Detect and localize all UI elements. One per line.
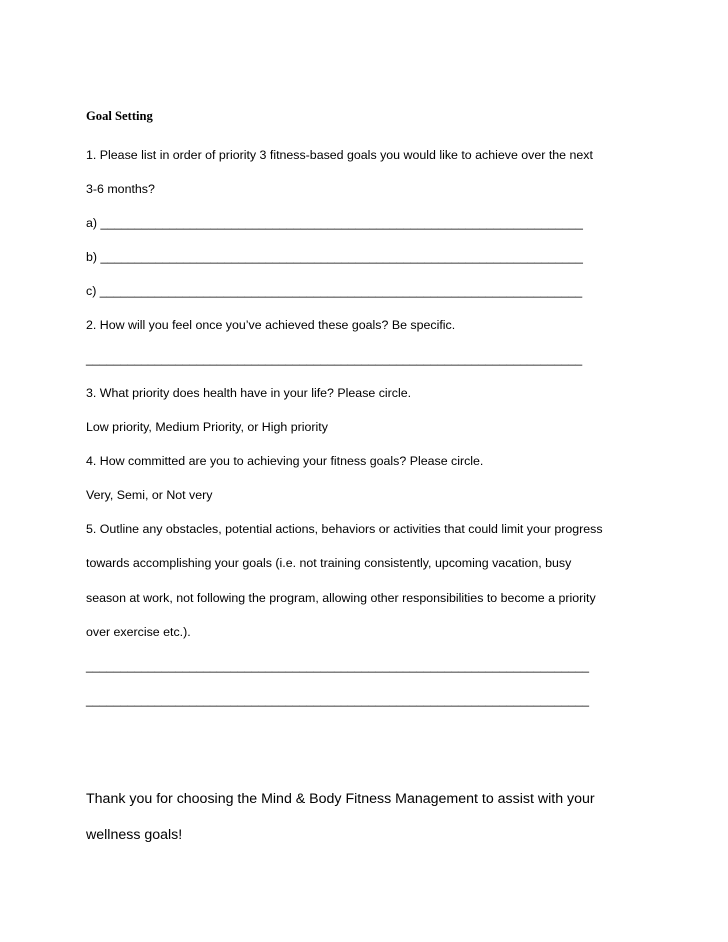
question-1-text-continued: 3-6 months? (86, 182, 155, 196)
question-4-options: Very, Semi, or Not very (86, 488, 213, 502)
answer-line-c: c) ______________________________________________________________________ (86, 284, 583, 298)
section-heading: Goal Setting (86, 109, 153, 123)
answer-line-q2: ________________________________________________________________________ (86, 352, 583, 366)
closing-text: Thank you for choosing the Mind & Body Fitness Management to assist with your (86, 791, 595, 807)
question-4-text: 4. How committed are you to achieving your fitness goals? Please circle. (86, 454, 484, 468)
answer-line-b: b) ______________________________________________________________________ (86, 250, 583, 264)
question-5-text-continued-1: towards accomplishing your goals (i.e. not training consistently, upcoming vacation, busy (86, 556, 572, 570)
question-3-options: Low priority, Medium Priority, or High priority (86, 420, 328, 434)
question-5-text-continued-3: over exercise etc.). (86, 625, 191, 639)
answer-line-q5-1: _________________________________________________________________________ (86, 659, 590, 673)
closing-text-continued: wellness goals! (86, 827, 183, 843)
question-5-text-continued-2: season at work, not following the program, allowing other responsibilities to become a priority (86, 591, 596, 605)
question-5-text: 5. Outline any obstacles, potential actions, behaviors or activities that could limit your progress (86, 522, 603, 536)
question-1-text: 1. Please list in order of priority 3 fitness-based goals you would like to achieve over the next (86, 148, 593, 162)
answer-line-q5-2: _________________________________________________________________________ (86, 693, 590, 707)
question-3-text: 3. What priority does health have in your life? Please circle. (86, 386, 412, 400)
question-2-text: 2. How will you feel once you’ve achieved these goals? Be specific. (86, 318, 456, 332)
answer-line-a: a) ______________________________________________________________________ (86, 216, 583, 230)
